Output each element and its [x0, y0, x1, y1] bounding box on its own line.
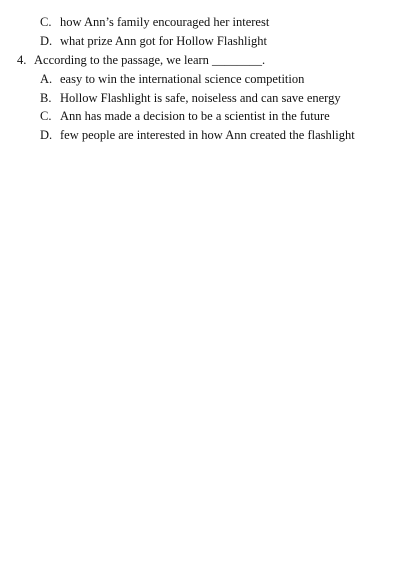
- question-4-stem: [17, 52, 265, 68]
- option-letter: D.: [40, 34, 53, 48]
- prev-option-d: [40, 33, 267, 49]
- q4-option-c: [40, 108, 330, 124]
- option-letter: C.: [40, 15, 52, 29]
- option-letter: D.: [40, 128, 53, 142]
- option-text: Ann has made a decision to be a scientist in the future: [60, 109, 330, 123]
- option-text: how Ann’s family encouraged her interest: [60, 15, 270, 29]
- option-text: easy to win the international science competition: [60, 72, 305, 86]
- question-text: According to the passage, we learn ________.: [34, 53, 266, 67]
- option-text: few people are interested in how Ann created the flashlight: [60, 128, 355, 142]
- q4-option-a: [40, 71, 304, 87]
- option-letter: B.: [40, 91, 52, 105]
- q4-option-b: [40, 90, 341, 106]
- q4-option-d: [40, 127, 355, 143]
- question-number: 4.: [17, 53, 27, 67]
- option-letter: C.: [40, 109, 52, 123]
- option-letter: A.: [40, 72, 53, 86]
- option-text: what prize Ann got for Hollow Flashlight: [60, 34, 267, 48]
- option-text: Hollow Flashlight is safe, noiseless and can save energy: [60, 91, 341, 105]
- prev-option-c: [40, 14, 269, 30]
